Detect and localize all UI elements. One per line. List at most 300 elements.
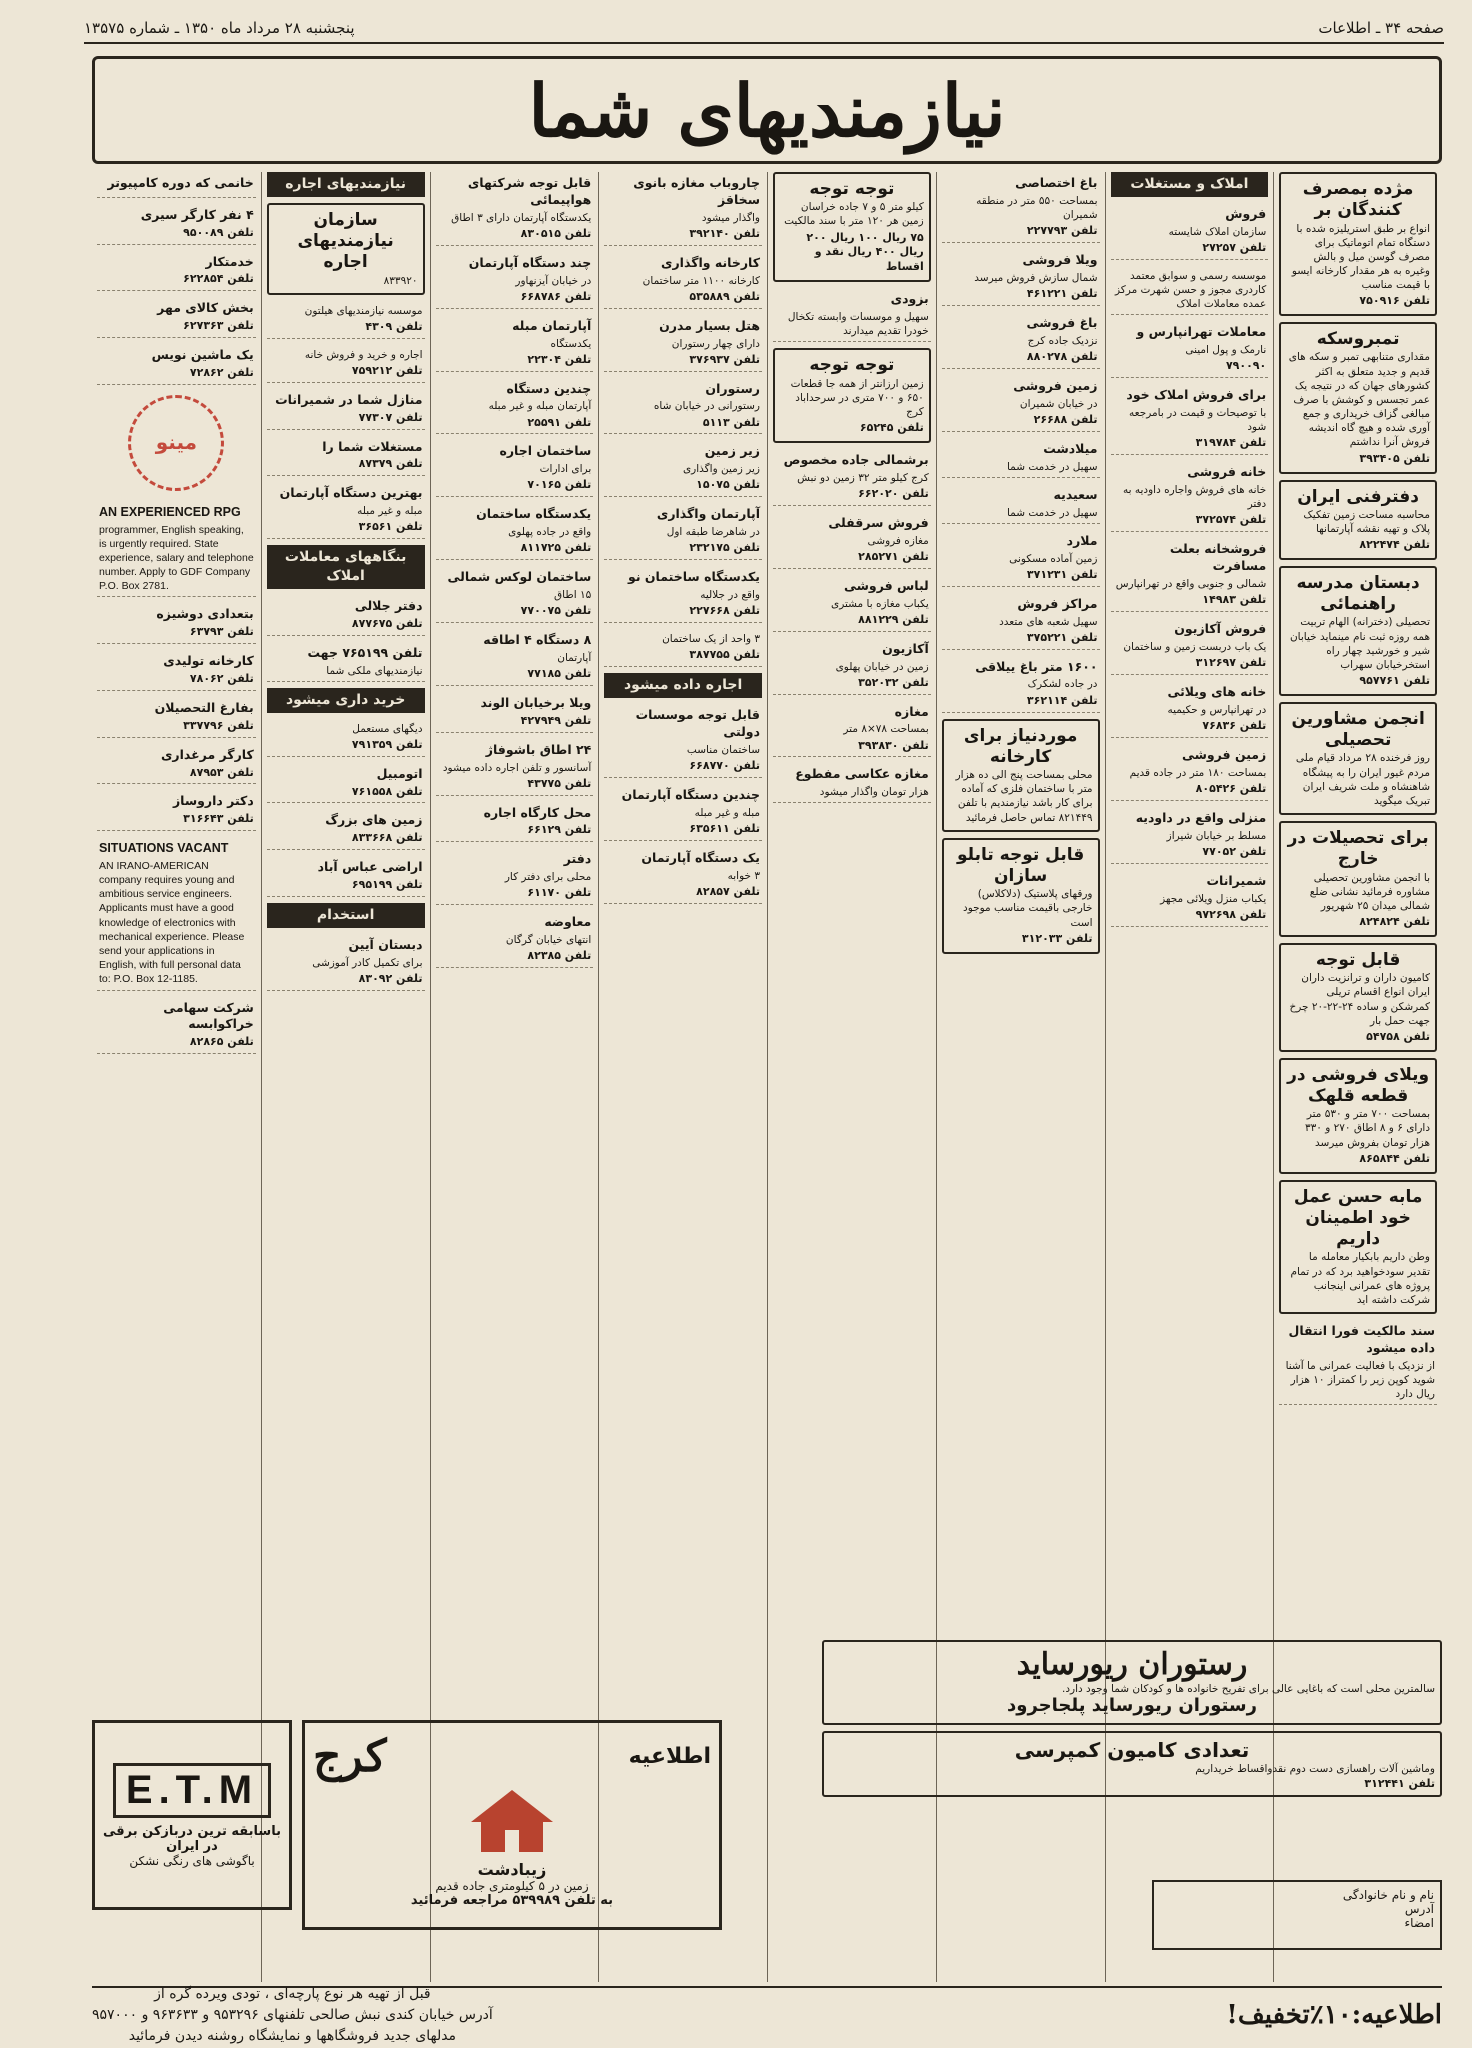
form-sign-label: امضاء <box>1404 1916 1434 1930</box>
classified-ad <box>1111 538 1269 612</box>
page-header-bar <box>84 14 1444 44</box>
ad-text: محاسبه مساحت زمین تفکیک پلاک و تهیه نقشه آپارتمانها <box>1303 508 1430 535</box>
ad-title: ۱۶۰۰ متر باغ ییلاقی <box>975 658 1098 674</box>
ad-text: آسانسور و تلفن اجاره داده میشود <box>442 761 592 774</box>
ad-text: نزدیک جاده کرج <box>1027 334 1098 347</box>
classified-ad <box>604 566 762 623</box>
ad-title: کارگر مرغداری <box>160 746 254 762</box>
ad-text: نیازمندیهای ملکی شما <box>326 664 423 677</box>
ad-text: کیلو متر ۵ و ۷ جاده خراسان زمین هر ۱۲۰ متر با سند مالکیت <box>784 201 924 228</box>
ad-title: دکتر داروساز <box>172 793 254 809</box>
classified-ad <box>436 252 594 309</box>
ad-text: شمالی و جنوبی واقع در تهرانپارس <box>1115 578 1267 591</box>
ad-phone: تلفن ۸۶۵۸۴۴ <box>1359 1151 1430 1165</box>
ad-title: چندین دستگاه <box>506 380 592 396</box>
footer-line-3: مدلهای جدید فروشگاهها و نمایشگاه روشنه دیدن فرمائید <box>128 2027 457 2044</box>
section-heading: املاک و مستغلات <box>1111 172 1269 197</box>
ad-text: اجاره و خرید و فروش خانه <box>304 348 423 361</box>
classified-ad <box>436 315 594 372</box>
ad-phone: تلفن ۳۱۲۶۹۷ <box>1195 656 1267 670</box>
restaurant-ad <box>822 1640 1442 1797</box>
classified-ad <box>1279 322 1437 473</box>
ad-title: آپارتمان واگذاری <box>656 506 760 522</box>
ad-text: وطن داریم بابکیار معامله ما تقدیر سودخواهید برد که در تمام پروژه های عمرانی اینجانب شرکت داشته اید <box>1290 1251 1430 1306</box>
classified-ad <box>97 997 256 1055</box>
classified-ad <box>942 656 1100 713</box>
ad-title: یکدستگاه ساختمان نو <box>628 569 760 585</box>
ad-title: سازمان نیازمندیهای اجاره <box>297 209 394 273</box>
classified-ad <box>1279 821 1437 937</box>
ad-title: دفتر جلالی <box>354 597 423 613</box>
footer-line-2: آدرس خیابان کندی نبش صالحی تلفنهای ۹۵۳۲۹۶ و ۹۶۳۶۳۳ و ۹۵۷۰۰۰ <box>92 2006 493 2023</box>
ad-title: ساختمان اجاره <box>499 443 592 459</box>
section-heading: خرید داری میشود <box>267 688 425 713</box>
page-label: صفحه ۳۴ ـ اطلاعات <box>1318 19 1444 37</box>
ad-text: با انجمن مشاورین تحصیلی مشاوره فرمائید نشانی ضلع شمالی میدان ۲۵ شهریور <box>1309 871 1430 912</box>
ad-title: ۲۴ اطاق باشوفاژ <box>485 741 592 757</box>
ad-text: واقع در جاده پهلوی <box>508 526 592 539</box>
masthead <box>92 56 1442 164</box>
ad-phone: تلفن ۶۳۷۹۳ <box>189 625 254 639</box>
ad-text: سهیل شعبه های متعدد <box>999 615 1098 628</box>
ad-phone: تلفن ۳۱۲۰۳۳ <box>1021 931 1093 945</box>
ad-title: خدمتکار <box>205 253 254 269</box>
classified-ad <box>97 204 256 245</box>
form-address-label: آدرس <box>1404 1902 1434 1916</box>
ad-phone: تلفن ۷۷۱۸۵ <box>527 667 592 681</box>
ad-title: بهترین دستگاه آپارتمان <box>279 485 423 501</box>
classified-ad <box>604 252 762 309</box>
ad-phone: تلفن ۶۳۵۶۱۱ <box>689 821 760 835</box>
ad-title: زیر زمین <box>704 443 760 459</box>
ad-text: بمساحت ۷۰۰ متر و ۵۳۰ متر دارای ۶ و ۸ اطاق ۲۷۰ و ۳۳۰ هزار تومان بفروش میرسد <box>1304 1108 1430 1149</box>
ad-text: یکباب مغازه با مشتری <box>831 597 929 610</box>
ad-title: ملارد <box>1066 532 1098 548</box>
form-name-label: نام و نام خانوادگی <box>1342 1888 1434 1902</box>
ad-phone: تلفن ۶۶۲۰۲۰ <box>858 487 929 500</box>
ad-title: تلفن ۷۶۵۱۹۹ جهت <box>307 644 423 660</box>
ad-title: یکدستگاه ساختمان <box>476 506 592 522</box>
ad-text: سازمان املاک شایسته <box>1168 225 1267 238</box>
ad-text: در خیابان شمیران <box>1019 397 1098 410</box>
ad-text: کامیون داران و ترانزیت داران ایران انواع اقسام تریلی کمرشکن و ساده ۲۴-۲۲-۲۰ چرخ جهت حمل بار <box>1289 972 1430 1027</box>
ad-phone: تلفن ۸۲۸۵۷ <box>696 884 760 898</box>
ad-title: مژده بمصرف کنندگان بر <box>1302 179 1414 221</box>
ad-title: منزلی واقع در داودیه <box>1135 809 1267 825</box>
ad-text: خانه های فروش واجاره داودیه به دفتر <box>1122 484 1267 511</box>
karaj-phone: به تلفن ۵۳۹۹۸۹ مراجعه فرمائید <box>410 1893 614 1908</box>
ad-title: میلادشت <box>1043 440 1098 456</box>
ad-text: محلی بمساحت پنج الی ده هزار متر با ساختمان فلزی که آماده برای کار باشد نیازمندیم با تلفن ۸۲۱۴۴۹ تماس حاصل فرمائید <box>955 769 1093 824</box>
classified-ad <box>97 837 256 990</box>
ad-text: در خیابان آیزنهاور <box>515 274 592 287</box>
ad-title: اراضی عباس آباد <box>317 859 423 875</box>
ad-title: توجه توجه <box>809 179 895 199</box>
ad-text: بمساحت ۵۵۰ متر در منطقه شمیران <box>976 194 1098 222</box>
ad-phone: تلفن ۶۲۲۸۵۴ <box>183 272 254 286</box>
etm-text: باسابقه ترین دربازکن برقی در ایران <box>103 1823 281 1854</box>
ad-phone: تلفن ۲۲۷۷۹۳ <box>1026 224 1098 238</box>
ad-title: ۸ دستگاه ۴ اطاقه <box>483 632 592 648</box>
ad-title: هتل بسیار مدرن <box>659 317 760 333</box>
ad-phone: تلفن ۳۹۳۴۰۵ <box>1359 451 1430 465</box>
classified-ad <box>942 593 1100 650</box>
ad-phone: تلفن ۷۲۸۶۲ <box>189 365 254 379</box>
ad-title: خانه فروشی <box>1187 464 1267 480</box>
ad-phone: تلفن ۷۵۰۹۱۶ <box>1359 294 1430 308</box>
ad-phone: تلفن ۵۱۱۳ <box>702 415 760 429</box>
ad-title: دبستان آیین <box>348 936 423 952</box>
ad-text: ۸۳۳۹۲۰ <box>383 274 418 287</box>
classified-ad <box>97 603 256 644</box>
classified-ad <box>436 503 594 560</box>
footer-ad <box>92 1986 1442 2042</box>
ad-title: برشمالی جاده مخصوص <box>783 451 929 467</box>
classified-ad <box>97 744 256 785</box>
classified-ad <box>436 172 594 246</box>
ad-title: مستغلات شما را <box>322 438 423 454</box>
classified-ad <box>97 501 256 598</box>
truck-text: وماشین آلات راهسازی دست دوم نقدواقساط خریداریم <box>1195 1762 1435 1775</box>
ad-phone: تلفن ۸۷۷۶۷۵ <box>351 616 423 630</box>
classified-ad <box>773 172 931 282</box>
ad-phone: ۷۵ ریال ۱۰۰ ریال ۲۰۰ ریال ۴۰۰ ریال نقد و اقساط <box>806 230 924 274</box>
ad-text: روز فرخنده ۲۸ مرداد قیام ملی مردم غیور ایران را به پیشگاه شاهنشاه و ملت شریف ایران تبریک میگوید <box>1295 752 1430 807</box>
classified-ad <box>267 642 425 682</box>
classified-ad <box>604 503 762 560</box>
ad-text: یکباب منزل ویلائی مجهز <box>1160 892 1267 905</box>
ad-text: کرج کیلو متر ۳۲ زمین دو نبش <box>797 471 929 484</box>
ad-title: آکازیون <box>882 640 929 656</box>
classified-ad <box>942 484 1100 524</box>
ad-phone: تلفن ۳۷۶۹۳۷ <box>689 352 760 366</box>
ad-title: زمین فروشی <box>1013 377 1098 393</box>
classified-ad <box>97 297 256 338</box>
ad-text: دیگهای مستعمل <box>352 722 423 735</box>
ad-title: کارخانه تولیدی <box>163 653 254 669</box>
ad-phone: تلفن ۵۴۷۵۸ <box>1366 1029 1430 1043</box>
ad-title: باغ اختصاصی <box>1015 175 1098 190</box>
ad-text: یکدستگاه آپارتمان دارای ۳ اطاق <box>451 211 592 224</box>
ad-title: AN EXPERIENCED RPG <box>99 504 241 519</box>
classified-ad <box>942 172 1100 243</box>
ad-title: بفارغ التحصیلان <box>154 699 254 715</box>
ad-phone: تلفن ۸۳۰۹۲ <box>358 971 423 985</box>
ad-text: در تهرانپارس و حکیمیه <box>1167 703 1267 716</box>
ad-title: ۴ نفر کارگر سیری <box>140 206 254 222</box>
ad-text: ورقهای پلاستیک (دلاکلاس) خارجی باقیمت مناسب موجود است <box>963 888 1093 929</box>
ad-title: انجمن مشاورین تحصیلی <box>1291 708 1425 751</box>
ad-text: زیر زمین واگذاری <box>682 463 760 476</box>
restaurant-name: رستوران ریورساید پلجاجرود <box>1007 1695 1257 1716</box>
ad-title: زمین های بزرگ <box>325 812 423 828</box>
classified-ad <box>942 438 1100 478</box>
classified-ad <box>942 530 1100 587</box>
ad-title: قابل توجه موسسات دولتی <box>635 707 760 739</box>
truck-title: تعدادی کامیون کمپرسی <box>1014 1737 1250 1762</box>
karaj-title: کرج <box>313 1731 387 1782</box>
classified-ad <box>604 704 762 778</box>
ad-title: خانه های ویلائی <box>1167 683 1267 699</box>
classified-ad <box>97 172 256 198</box>
classified-ad <box>97 650 256 691</box>
ad-phone: تلفن ۷۷۰۰۷۵ <box>520 604 592 618</box>
classified-ad <box>1279 1180 1437 1314</box>
ad-phone: تلفن ۳۵۲۰۳۲ <box>858 675 929 689</box>
ad-phone: تلفن ۲۷۲۵۷ <box>1202 240 1267 254</box>
ad-phone: تلفن ۵۳۵۸۸۹ <box>689 289 760 303</box>
classified-ad <box>942 838 1100 954</box>
classified-ad <box>604 315 762 372</box>
ad-title: لباس فروشی <box>843 577 929 593</box>
ad-phone: تلفن ۶۶۸۷۷۰ <box>689 758 760 772</box>
ad-text: سهیل و موسسات وابسته تکخال خودرا تقدیم میدارند <box>787 311 929 338</box>
ad-text: بمساحت ۷۸×۸ متر <box>843 723 929 736</box>
classified-ad <box>436 378 594 435</box>
ad-title: معاملات تهرانپارس و <box>1136 324 1267 340</box>
ad-text: با توصیحات و قیمت در بامرجعه شود <box>1129 407 1267 434</box>
ad-text: کارخانه ۱۱۰۰ متر ساختمان <box>642 274 760 287</box>
ad-phone: تلفن ۲۳۲۱۷۵ <box>689 541 760 555</box>
classified-ad <box>267 301 425 339</box>
ad-title: یک دستگاه آپارتمان <box>641 849 760 865</box>
ad-text: مغازه فروشی <box>867 534 929 547</box>
footer-line-1: قبل از تهیه هر نوع پارچه‌ای ، تودی ویرده گره از <box>154 1985 431 2002</box>
ad-text: آپارتمان <box>557 651 592 664</box>
ad-phone: تلفن ۶۱۱۷۰ <box>527 886 592 900</box>
ad-phone: تلفن ۸۰۵۴۲۶ <box>1195 781 1267 795</box>
ad-title: ویلا برخیابان الوند <box>480 695 592 710</box>
classified-ad <box>942 719 1100 832</box>
ad-phone: تلفن ۶۶۱۲۹ <box>527 823 592 837</box>
classified-ad <box>436 848 594 905</box>
classified-ad <box>1279 1058 1437 1174</box>
classified-ad <box>942 249 1100 306</box>
ad-title: توجه توجه <box>809 355 895 376</box>
classified-ad <box>267 482 425 539</box>
ad-phone: تلفن ۷۹۱۳۵۹ <box>351 737 423 751</box>
ad-text: برای ادارات <box>539 463 592 476</box>
ad-phone: تلفن ۷۷۳۰۷ <box>358 410 423 424</box>
ad-text: AN IRANO-AMERICAN company requires young and ambitious service engineers. Applicants must have a good knowledge of electronics with mechanical experience. Please send your applications in English, with full personal data to: P.O. Box 12-1185. <box>99 859 245 986</box>
ad-phone: تلفن ۲۲۷۶۶۸ <box>689 604 760 618</box>
ad-phone: تلفن ۹۵۰۰۸۹ <box>183 225 254 239</box>
classified-ad <box>1279 943 1437 1052</box>
ad-title: مغازه <box>894 703 929 719</box>
ad-title: بخش کالای مهر <box>157 300 254 316</box>
ad-text: سهیل در خدمت شما <box>1006 460 1098 473</box>
classified-ad <box>267 719 425 757</box>
ad-phone: تلفن ۲۲۳۰۴ <box>527 352 592 366</box>
classified-ad <box>604 378 762 435</box>
classified-ad <box>773 288 931 342</box>
ad-title: معاوضه <box>544 914 592 930</box>
classified-ad <box>1111 461 1269 532</box>
classified-ad <box>1111 203 1269 260</box>
ad-text: نارمک و پول امینی <box>1185 344 1267 357</box>
ad-title: چند دستگاه آپارتمان <box>468 254 592 270</box>
ad-phone: تلفن ۲۵۵۹۱ <box>527 415 592 429</box>
ad-title: تمبروسکه <box>1316 329 1400 350</box>
ad-text: بمساحت ۱۸۰ متر در جاده قدیم <box>1129 766 1267 779</box>
classified-ad <box>604 847 762 904</box>
ad-title: کارخانه واگذاری <box>661 254 760 270</box>
ad-title: قابل توجه تابلو سازان <box>956 844 1085 886</box>
section-heading: اجاره داده میشود <box>604 673 762 698</box>
ad-phone: تلفن ۲۸۵۲۷۱ <box>858 549 929 563</box>
ad-title: باغ فروشی <box>1026 314 1098 330</box>
ad-title: سعیدیه <box>1053 486 1098 502</box>
ad-text: انواع بر طبق استریلیزه شده با دستگاه تمام اتوماتیک برای مصرف گوسن میل و بالش وغیره به هر مقدار کارخانه ایسو با قیمت مناسب <box>1291 222 1430 292</box>
section-heading: بنگاههای معاملات املاک <box>267 545 425 589</box>
ad-phone: تلفن ۷۵۹۲۱۲ <box>351 364 423 377</box>
restaurant-title: رستوران ریورساید <box>1016 1647 1248 1682</box>
ad-title: دبستان مدرسه راهنمائی <box>1296 572 1420 615</box>
ad-title: قابل توجه شرکتهای هواپیمائی <box>467 175 592 207</box>
ad-phone: تلفن ۲۶۶۸۸ <box>1033 412 1098 426</box>
classified-ad <box>267 345 425 383</box>
ad-title: فروش آکازیون <box>1174 621 1267 637</box>
classified-ad <box>1111 744 1269 801</box>
ad-text: مبله و غیر مبله <box>694 806 760 819</box>
ad-phone: تلفن ۳۶۲۱۱۴ <box>1026 693 1098 707</box>
ad-title: قابل توجه <box>1315 950 1401 971</box>
ad-text: زمین در خیابان پهلوی <box>835 660 929 673</box>
ad-phone: تلفن ۳۹۳۸۳۰ <box>858 738 929 752</box>
classified-ad <box>436 802 594 843</box>
ad-phone: تلفن ۸۸۰۲۷۸ <box>1026 350 1098 363</box>
ad-title: فروش سرقفلی <box>828 514 929 530</box>
classified-ad <box>1111 266 1269 316</box>
ad-phone: تلفن ۸۳۰۵۱۵ <box>520 226 592 240</box>
ad-phone: تلفن ۱۴۹۸۳ <box>1202 593 1267 607</box>
classified-ad <box>436 629 594 686</box>
ad-phone: تلفن ۶۶۸۷۸۶ <box>520 289 592 303</box>
etm-sub: باگوشی های رنگی نشکن <box>129 1853 255 1868</box>
ad-title: دفتر <box>563 851 592 867</box>
ad-phone: تلفن ۹۷۲۶۹۸ <box>1195 907 1267 921</box>
classified-ad <box>1111 681 1269 738</box>
ad-title: رستوران <box>705 380 760 396</box>
ad-text: programmer, English speaking, is urgently required. State experience, salary and telephone number. Apply to GDF Company P.O. Box 2781. <box>99 523 254 593</box>
ad-title: ویلا فروشی <box>1022 252 1098 268</box>
ad-title: چاروباب مغازه بانوی سخاقز <box>633 175 760 207</box>
ad-phone: تلفن ۷۶۸۳۶ <box>1202 719 1267 733</box>
masthead-title: نیازمندیهای شما <box>528 67 1006 153</box>
classified-ad <box>942 312 1100 369</box>
ad-phone: تلفن ۸۷۳۷۹ <box>358 457 423 471</box>
ad-title: ساختمان لوکس شمالی <box>447 569 592 585</box>
ad-text: تحصیلی (دخترانه) الهام تربیت همه روزه ثبت نام مینماید خیابان شیر و خورشید چهار راه استخرخیابان سهراب <box>1289 616 1430 671</box>
ad-title: بتعدادی دوشیزه <box>156 606 254 622</box>
ad-text: دارای چهار رستوران <box>671 337 760 350</box>
classified-ad <box>1111 618 1269 675</box>
ad-title: شرکت سهامی خراکوابسه <box>163 999 254 1032</box>
ad-text: از نزدیک با فعالیت عمرانی ما آشنا شوید کوپن زیر را کمتراز ۱۰ هزار ریال دارد <box>1285 1359 1435 1401</box>
etm-logo: E.T.M <box>113 1763 271 1818</box>
ad-title: سند مالکیت فورا انتقال داده میشود <box>1288 1323 1435 1355</box>
ad-text: آپارتمان مبله و غیر مبله <box>488 400 592 413</box>
classified-ad <box>436 692 594 733</box>
ad-text: موسسه نیازمندیهای هیلتون <box>304 304 423 317</box>
ad-text: زمین آماده مسکونی <box>1009 552 1098 565</box>
section-heading: نیازمندیهای اجاره <box>267 172 425 197</box>
section-heading: استخدام <box>267 903 425 928</box>
ad-title: برای فروش املاک خود <box>1126 387 1267 403</box>
ad-phone: تلفن ۸۳۳۶۶۸ <box>351 831 423 845</box>
ad-text: یک باب دربست زمین و ساختمان <box>1123 640 1267 653</box>
classified-ad <box>1111 807 1269 864</box>
ad-text: در شاهرضا طبقه اول <box>666 526 760 539</box>
ad-text: رستورانی در خیابان شاه <box>653 400 760 413</box>
ad-phone: تلفن ۳۳۷۷۹۶ <box>183 718 254 732</box>
classified-ad <box>604 172 762 246</box>
ad-title: خانمی که دوره کامپیوتر <box>107 175 254 190</box>
ad-text: برای تکمیل کادر آموزشی <box>312 956 423 969</box>
ad-text: موسسه رسمی و سوابق معتمد کاردری مجوز و حسن شهرت مرکز عمده معاملات املاک <box>1114 269 1267 311</box>
ad-title: دفترفنی ایران <box>1297 486 1419 507</box>
ad-phone: تلفن ۳۷۵۲۲۱ <box>1026 630 1098 644</box>
ad-phone: تلفن ۶۲۷۳۶۳ <box>183 319 254 333</box>
bottom-area <box>92 1640 1442 1980</box>
ad-phone: تلفن ۳۱۶۶۴۳ <box>183 812 254 826</box>
house-logo-icon <box>467 1786 557 1856</box>
ad-title: محل کارگاه اجاره <box>483 804 592 820</box>
classified-ad <box>267 436 425 477</box>
ad-text: ۱۵ اطاق <box>554 589 592 602</box>
classified-ad <box>436 739 594 796</box>
ad-title: مابه حسن عمل خود اطمینان داریم <box>1293 1186 1423 1250</box>
ad-text: واگذار میشود <box>701 211 760 224</box>
ad-phone: تلفن ۹۵۷۷۶۱ <box>1359 674 1430 688</box>
classified-ad <box>1111 321 1269 378</box>
karaj-badge: اطلاعیه <box>628 1744 711 1769</box>
ad-phone: تلفن ۷۸۰۶۲ <box>189 672 254 686</box>
classified-ad <box>1111 870 1269 927</box>
ad-title: ویلای فروشی در قطعه قلهک <box>1287 1064 1430 1107</box>
ad-phone: تلفن ۸۲۲۴۷۴ <box>1359 538 1430 552</box>
ad-phone: تلفن ۸۱۱۷۲۵ <box>520 541 592 555</box>
classified-ad <box>604 440 762 497</box>
ad-phone: ۷۹۰۰۹۰ <box>1225 359 1267 373</box>
karaj-ad <box>302 1720 722 1930</box>
ad-phone: تلفن ۴۲۷۹۴۹ <box>520 713 592 727</box>
ad-text: انتهای خیابان گرگان <box>505 934 592 947</box>
ad-phone: تلفن ۸۸۱۲۲۹ <box>858 612 929 626</box>
ad-phone: تلفن ۸۲۳۸۵ <box>527 949 592 963</box>
ad-title: برای تحصیلات در خارج <box>1287 828 1429 870</box>
mino-stamp-icon: مینو <box>128 395 224 491</box>
ad-text: یکدستگاه <box>550 337 592 350</box>
ad-phone: تلفن ۴۳۰۹ <box>365 319 423 333</box>
classified-ad <box>1111 384 1269 455</box>
ad-phone: تلفن ۱۵۰۷۵ <box>696 478 760 492</box>
ad-title: مراکز فروش <box>1017 595 1098 611</box>
ad-text: ۳ خوابه <box>727 869 760 882</box>
ad-title: مغازه عکاسی مفطوع <box>795 766 929 782</box>
classified-ad <box>1279 1320 1437 1405</box>
ad-phone: تلفن ۸۲۸۶۵ <box>189 1035 254 1049</box>
classified-ad <box>1279 702 1437 815</box>
classified-ad <box>1279 566 1437 696</box>
ad-text: مقداری متنابهی تمبر و سکه های قدیم و جدید متعلق به اکثر کشورهای جهان که در نتیجه یک عمر تجسس و کوشش با صرف مبالغی گزاف خریداری و جمع آوری شده و هیچ گاه اندیشه فروش آنرا نداشتم <box>1288 351 1430 449</box>
classified-ad <box>97 251 256 292</box>
ad-phone: تلفن ۳۸۷۷۵۵ <box>689 648 760 662</box>
ad-title: آپارتمان مبله <box>512 317 592 333</box>
ad-text: هزار تومان واگذار میشود <box>819 786 929 799</box>
karaj-company: زیبادشت <box>477 1860 547 1879</box>
classified-ad <box>436 566 594 623</box>
